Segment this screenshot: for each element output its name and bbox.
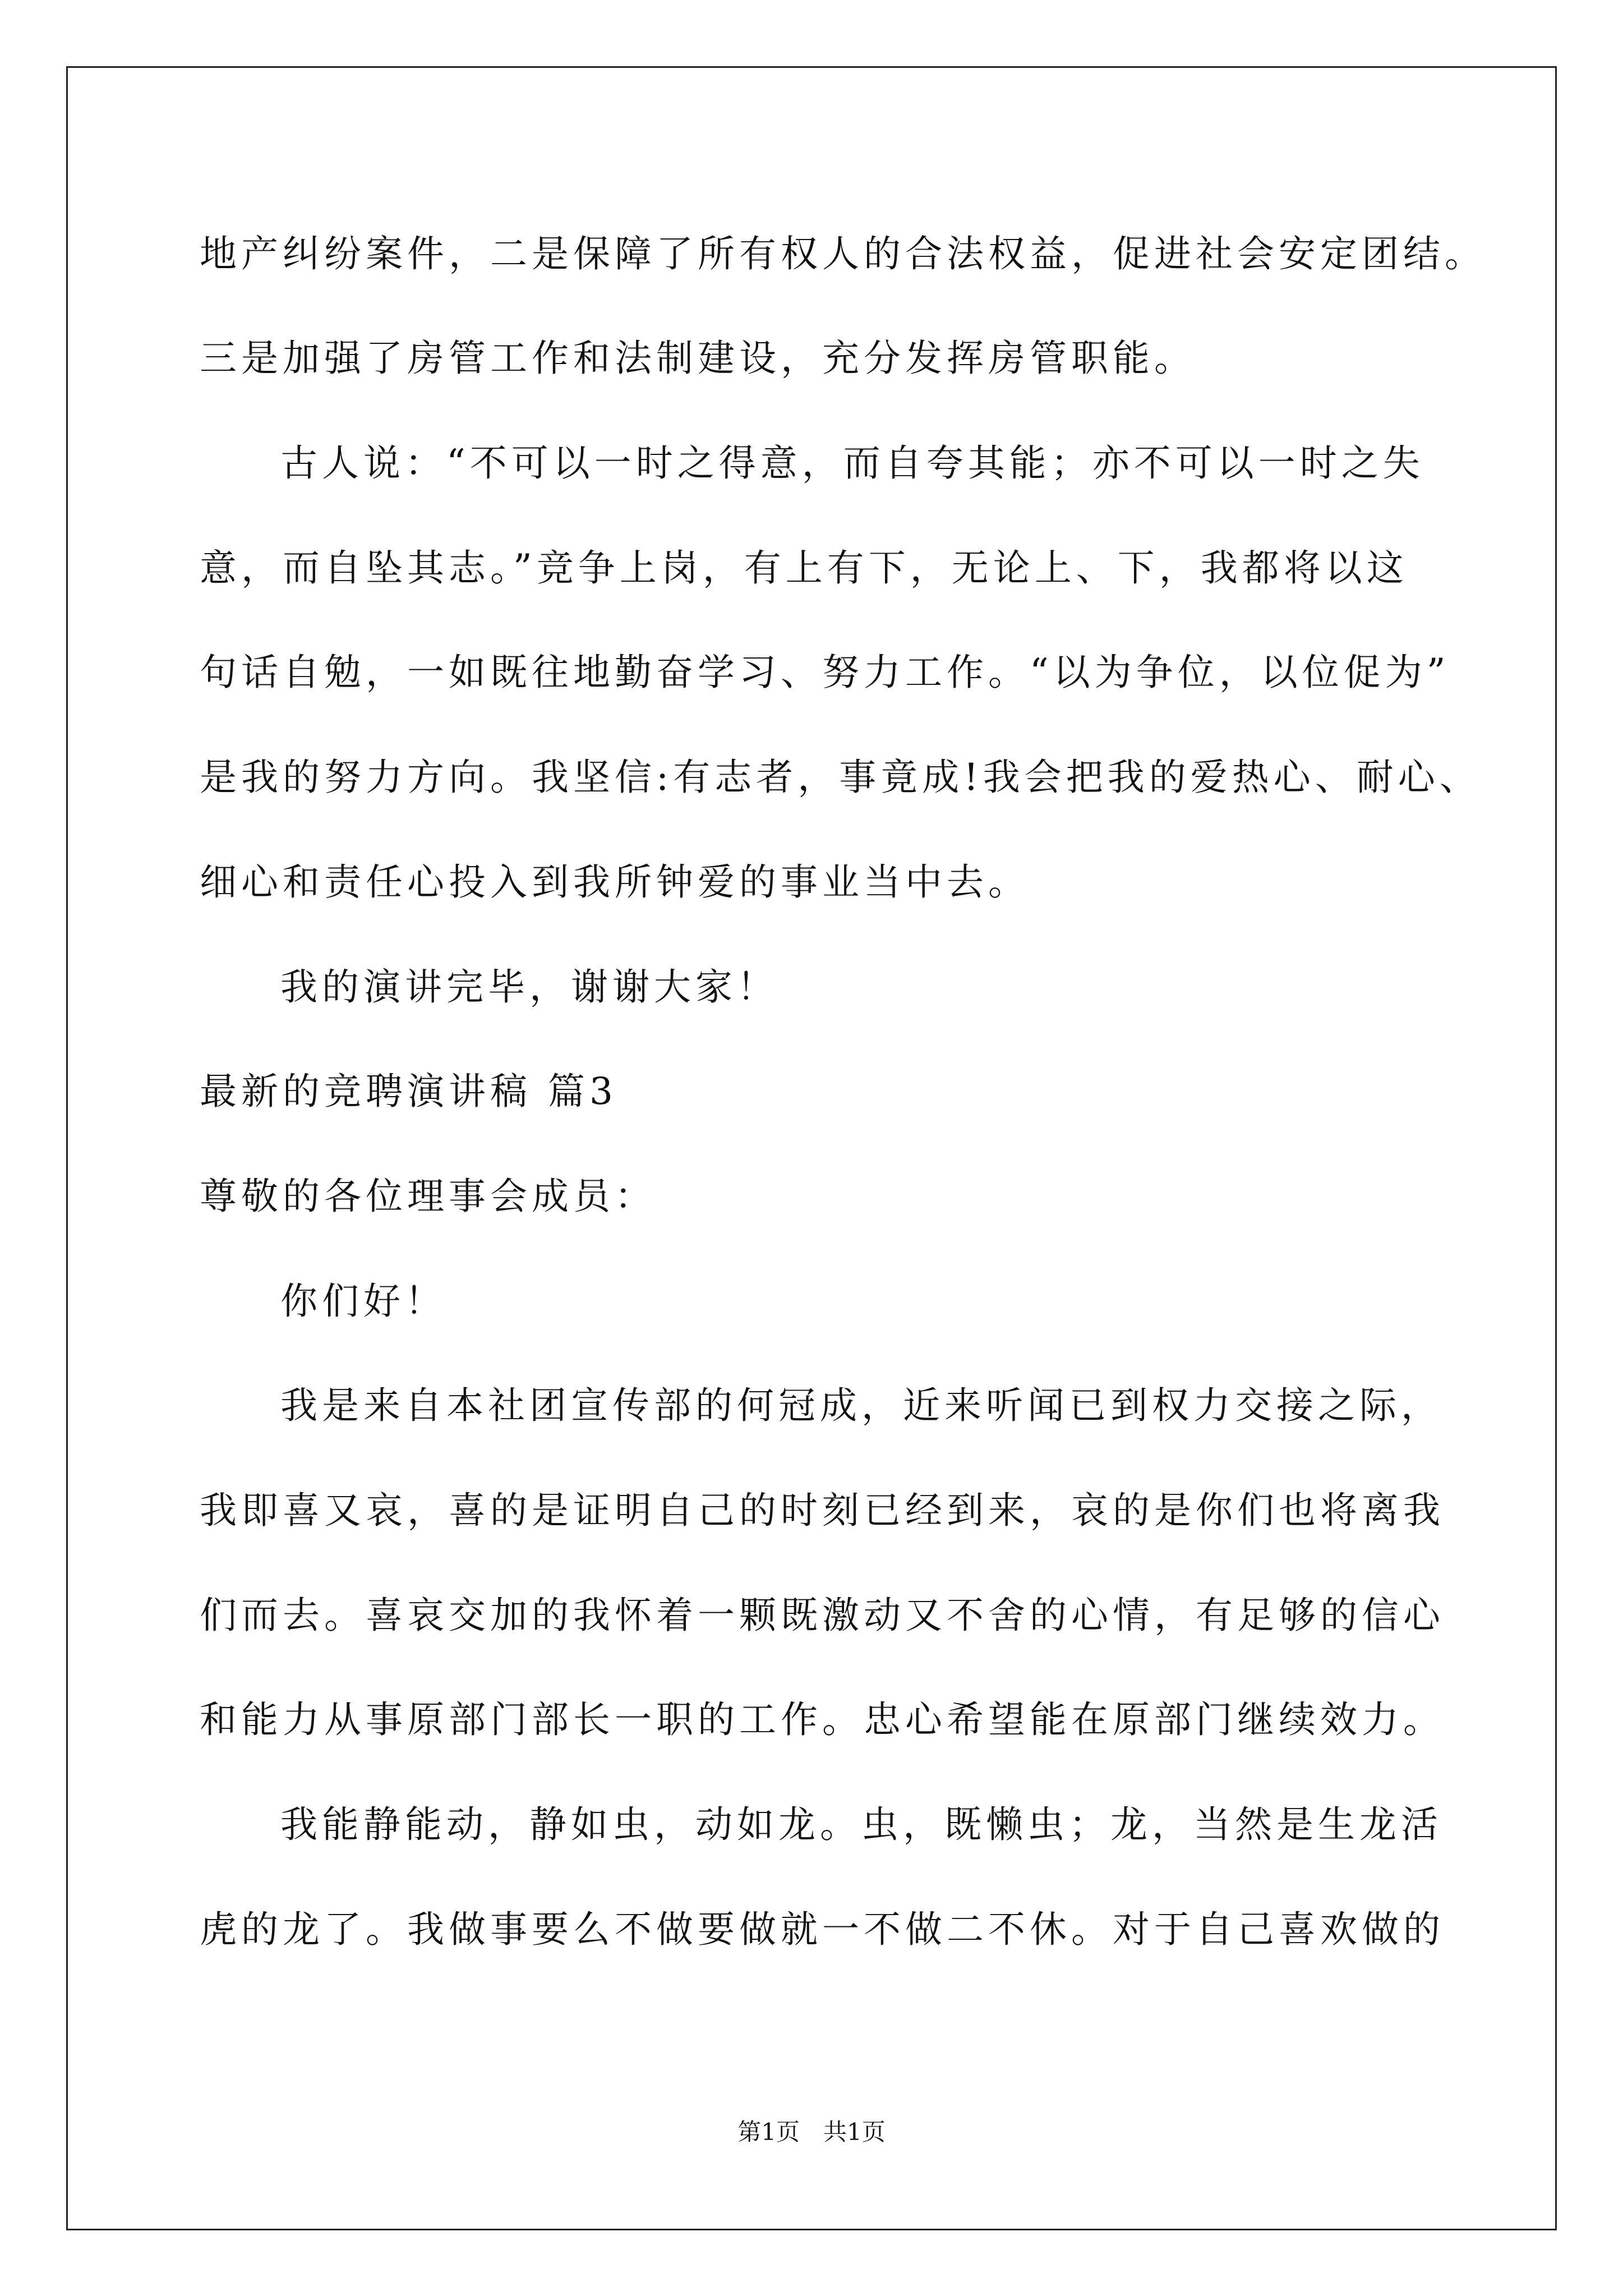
page-border [66,66,1557,2230]
body-line-13: 虎的龙了。我做事要么不做要做就一不做二不休。对于自己喜欢做的 [200,1908,1445,1951]
body-line-9: 我即喜又哀，喜的是证明自己的时刻已经到来，哀的是你们也将离我 [200,1489,1445,1532]
body-line-12: 我能静能动，静如虫，动如龙。虫，既懒虫；龙，当然是生龙活 [280,1803,1442,1846]
body-line-10: 们而去。喜哀交加的我怀着一颗既激动又不舍的心情，有足够的信心 [200,1594,1445,1637]
closing-line: 我的演讲完毕，谢谢大家！ [280,965,778,1009]
body-line-2: 三是加强了房管工作和法制建设，充分发挥房管职能。 [200,337,1196,380]
body-line-8: 我是来自本社团宣传部的何冠成，近来听闻已到权力交接之际， [280,1384,1442,1427]
greeting: 你们好！ [280,1280,446,1323]
body-line-11: 和能力从事原部门部长一职的工作。忠心希望能在原部门继续效力。 [200,1698,1445,1741]
section-heading: 最新的竞聘演讲稿 篇3 [200,1070,617,1113]
body-line-6: 是我的努力方向。我坚信:有志者，事竟成!我会把我的爱热心、耐心、 [200,756,1481,799]
page-footer: 第1页 共1页 [737,2118,886,2146]
salutation: 尊敬的各位理事会成员： [200,1175,656,1218]
body-line-5: 句话自勉，一如既往地勤奋学习、努力工作。“以为争位，以位促为” [200,651,1450,694]
body-line-7: 细心和责任心投入到我所钟爱的事业当中去。 [200,861,1030,904]
body-line-3: 古人说：“不可以一时之得意，而自夸其能；亦不可以一时之失 [280,441,1424,485]
body-line-4: 意，而自坠其志。”竞争上岗，有上有下，无论上、下，我都将以这 [200,546,1408,590]
body-line-1: 地产纠纷案件，二是保障了所有权人的合法权益，促进社会安定团结。 [200,232,1486,275]
